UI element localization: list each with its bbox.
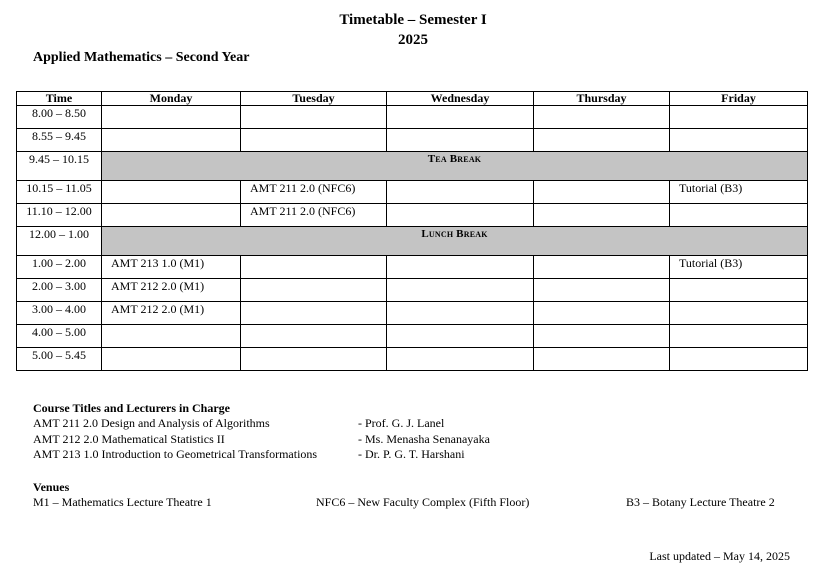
- slot-wednesday: [387, 129, 534, 152]
- slot-wednesday: [387, 279, 534, 302]
- slot-friday: [670, 348, 808, 371]
- course-title: AMT 212 2.0 Mathematical Statistics II: [33, 432, 225, 446]
- course-title: AMT 213 1.0 Introduction to Geometrical Transformations: [33, 447, 318, 461]
- slot-thursday: [534, 302, 670, 325]
- slot-wednesday: [387, 302, 534, 325]
- table-row: [17, 348, 808, 371]
- table-row: [17, 204, 808, 227]
- slot-tuesday: [241, 129, 387, 152]
- slot-wednesday: [387, 106, 534, 129]
- slot-monday: [102, 204, 241, 227]
- venue-item: B3 – Botany Lecture Theatre 2: [626, 495, 775, 509]
- venues-heading: Venues: [33, 480, 70, 494]
- slot-wednesday: [387, 181, 534, 204]
- time-slot: 3.00 – 4.00: [17, 302, 102, 325]
- course-title: AMT 211 2.0 Design and Analysis of Algorithms: [33, 416, 270, 430]
- slot-monday: [102, 129, 241, 152]
- slot-tuesday: [241, 325, 387, 348]
- slot-thursday: [534, 181, 670, 204]
- slot-monday: AMT 213 1.0 (M1): [102, 256, 241, 279]
- time-slot: 5.00 – 5.45: [17, 348, 102, 371]
- slot-friday: [670, 325, 808, 348]
- table-row: [17, 256, 808, 279]
- header-time: Time: [17, 92, 102, 106]
- time-slot: 10.15 – 11.05: [17, 181, 102, 204]
- slot-wednesday: [387, 256, 534, 279]
- table-row: [17, 181, 808, 204]
- page-year: 2025: [398, 32, 428, 48]
- time-slot: 8.55 – 9.45: [17, 129, 102, 152]
- slot-monday: [102, 348, 241, 371]
- venue-item: NFC6 – New Faculty Complex (Fifth Floor): [316, 495, 530, 509]
- slot-tuesday: AMT 211 2.0 (NFC6): [241, 204, 387, 227]
- slot-monday: AMT 212 2.0 (M1): [102, 302, 241, 325]
- slot-tuesday: [241, 348, 387, 371]
- slot-thursday: [534, 348, 670, 371]
- venue-item: M1 – Mathematics Lecture Theatre 1: [33, 495, 212, 509]
- table-row: [17, 325, 808, 348]
- slot-tuesday: [241, 279, 387, 302]
- slot-monday: [102, 106, 241, 129]
- slot-tuesday: [241, 302, 387, 325]
- slot-monday: [102, 325, 241, 348]
- header-tuesday: Tuesday: [241, 92, 387, 106]
- table-row-break: [17, 152, 808, 181]
- time-slot: 2.00 – 3.00: [17, 279, 102, 302]
- time-slot: 1.00 – 2.00: [17, 256, 102, 279]
- slot-monday: AMT 212 2.0 (M1): [102, 279, 241, 302]
- tea-break: Tea Break: [102, 152, 808, 181]
- time-slot: 12.00 – 1.00: [17, 227, 102, 256]
- slot-wednesday: [387, 325, 534, 348]
- lunch-break: Lunch Break: [102, 227, 808, 256]
- slot-tuesday: AMT 211 2.0 (NFC6): [241, 181, 387, 204]
- header-friday: Friday: [670, 92, 808, 106]
- slot-thursday: [534, 279, 670, 302]
- slot-friday: [670, 279, 808, 302]
- slot-thursday: [534, 129, 670, 152]
- slot-friday: [670, 204, 808, 227]
- header-thursday: Thursday: [534, 92, 670, 106]
- header-wednesday: Wednesday: [387, 92, 534, 106]
- course-lecturer: - Dr. P. G. T. Harshani: [358, 447, 465, 461]
- slot-wednesday: [387, 204, 534, 227]
- page-subtitle: Applied Mathematics – Second Year: [33, 50, 250, 65]
- table-row: [17, 302, 808, 325]
- page-title: Timetable – Semester I: [339, 12, 487, 28]
- slot-thursday: [534, 106, 670, 129]
- courses-heading: Course Titles and Lecturers in Charge: [33, 401, 230, 415]
- slot-friday: [670, 302, 808, 325]
- slot-friday: [670, 106, 808, 129]
- course-lecturer: - Ms. Menasha Senanayaka: [358, 432, 490, 446]
- last-updated: Last updated – May 14, 2025: [649, 549, 790, 563]
- timetable: [16, 91, 808, 371]
- table-row: [17, 279, 808, 302]
- slot-thursday: [534, 325, 670, 348]
- slot-friday: Tutorial (B3): [670, 181, 808, 204]
- table-row-break: [17, 227, 808, 256]
- slot-tuesday: [241, 106, 387, 129]
- slot-thursday: [534, 204, 670, 227]
- timetable-header-row: [17, 92, 808, 106]
- time-slot: 9.45 – 10.15: [17, 152, 102, 181]
- time-slot: 8.00 – 8.50: [17, 106, 102, 129]
- slot-monday: [102, 181, 241, 204]
- header-monday: Monday: [102, 92, 241, 106]
- slot-friday: Tutorial (B3): [670, 256, 808, 279]
- course-lecturer: - Prof. G. J. Lanel: [358, 416, 445, 430]
- slot-thursday: [534, 256, 670, 279]
- time-slot: 4.00 – 5.00: [17, 325, 102, 348]
- slot-friday: [670, 129, 808, 152]
- table-row: [17, 129, 808, 152]
- table-row: [17, 106, 808, 129]
- time-slot: 11.10 – 12.00: [17, 204, 102, 227]
- slot-tuesday: [241, 256, 387, 279]
- slot-wednesday: [387, 348, 534, 371]
